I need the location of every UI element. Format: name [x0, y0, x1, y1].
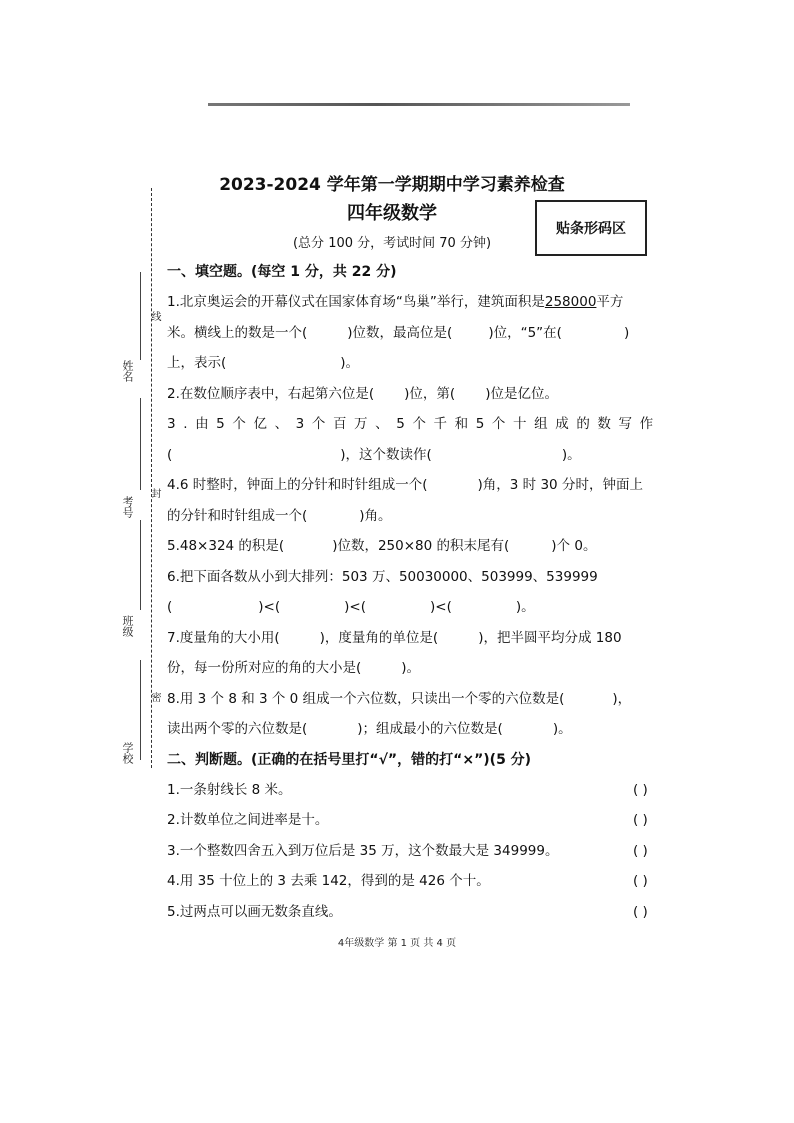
barcode-area — [535, 200, 647, 256]
q4-text: )角。 — [359, 507, 392, 524]
judge-answer-paren[interactable]: ( ) — [633, 903, 648, 920]
judge-answer-paren[interactable]: ( ) — [633, 873, 648, 889]
q1-text: 1.北京奥运会的开幕仪式在国家体育场“鸟巢”举行，建筑面积是 — [167, 294, 545, 310]
judge-statement: 5.过两点可以画无数条直线。 — [167, 903, 342, 920]
binding-dashed-line — [151, 188, 152, 768]
exam-content — [167, 262, 677, 932]
q6-line1: 6.把下面各数从小到大排列：503 万、50030000、503999、539999 — [167, 568, 598, 585]
q3-text: )，这个数读作( — [340, 446, 432, 463]
judge-item — [167, 841, 677, 872]
school-label: 学校 — [121, 742, 134, 764]
q1-text: ) — [623, 324, 630, 341]
q7-text: )，度量角的单位是( — [319, 629, 439, 646]
q8-text: 读出两个零的六位数是( — [167, 721, 308, 737]
section2-heading: 二、判断题。(正确的在括号里打“√”，错的打“×”)(5 分) — [167, 751, 532, 768]
q1-number: 258000 — [544, 294, 597, 310]
q6-line2 — [167, 597, 677, 628]
q8-text: )， — [612, 690, 632, 707]
q4-text: )角，3 时 30 分时，钟面上 — [477, 477, 643, 493]
q3-line2 — [167, 445, 677, 476]
q6-less-than: )<( — [344, 599, 366, 615]
q6-paren: )。 — [515, 599, 535, 615]
page-title: 2023-2024 学年第一学期期中学习素养检查 — [219, 175, 565, 195]
judge-item — [167, 780, 677, 811]
judge-statement: 4.用 35 十位上的 3 去乘 142，得到的是 426 个十。 — [167, 873, 490, 889]
q6-paren: ( — [167, 599, 173, 615]
q8-line2 — [167, 719, 677, 750]
judge-answer-paren[interactable]: ( ) — [633, 781, 648, 798]
q5-text: 5.48×324 的积是( — [167, 538, 285, 554]
q1-line2 — [167, 323, 677, 354]
q1-text: )。 — [340, 355, 360, 371]
judge-answer-paren[interactable]: ( ) — [633, 812, 648, 828]
q1-line1 — [167, 292, 677, 323]
q1-line3 — [167, 353, 677, 384]
q1-text: 米。横线上的数是一个( — [167, 324, 308, 341]
q4-text: 4.6 时整时，钟面上的分针和时针组成一个( — [167, 477, 428, 493]
name-write-line — [140, 272, 141, 360]
q8-line1 — [167, 689, 677, 720]
q1-text-end: 平方 — [596, 294, 624, 310]
seal-xian: 线 — [149, 311, 160, 321]
barcode-label: 贴条形码区 — [556, 221, 626, 237]
judge-item — [167, 902, 677, 933]
q1-text: )位数，最高位是( — [347, 324, 453, 341]
section1-heading: 一、填空题。(每空 1 分，共 22 分) — [167, 264, 397, 280]
school-write-line — [140, 660, 141, 760]
q8-text: 8.用 3 个 8 和 3 个 0 组成一个六位数，只读出一个零的六位数是( — [167, 690, 565, 707]
q7-line1 — [167, 628, 677, 659]
judge-item — [167, 871, 677, 902]
judge-item — [167, 810, 677, 841]
class-write-line — [140, 520, 141, 610]
q3-text: ( — [167, 446, 173, 463]
class-label: 班级 — [121, 615, 134, 637]
q3-text: )。 — [561, 446, 581, 463]
q5-line — [167, 536, 677, 567]
score-info: (总分 100 分，考试时间 70 分钟) — [292, 236, 492, 251]
q4-text: 的分针和时针组成一个( — [167, 507, 308, 524]
page-footer: 4年级数学 第 1 页 共 4 页 — [337, 938, 457, 949]
q4-line2 — [167, 506, 677, 537]
q1-text: 上，表示( — [167, 355, 227, 371]
judge-statement: 3.一个整数四舍五入到万位后是 35 万，这个数最大是 349999。 — [167, 842, 559, 859]
q7-text: )，把半圆平均分成 180 — [478, 629, 622, 646]
q2-text: 2.在数位顺序表中，右起第六位是( — [167, 385, 375, 402]
q7-text: 份，每一份所对应的角的大小是( — [167, 660, 362, 676]
q5-text: )位数，250×80 的积末尾有( — [332, 538, 510, 554]
seal-feng: 封 — [149, 488, 160, 498]
q7-text: )。 — [401, 660, 421, 676]
exam-no-write-line — [140, 398, 141, 490]
exam-no-label: 考号 — [121, 496, 134, 518]
seal-mi: 密 — [149, 692, 160, 702]
q7-text: 7.度量角的大小用( — [167, 629, 280, 646]
judge-answer-paren[interactable]: ( ) — [633, 842, 648, 859]
q2-line — [167, 384, 677, 415]
page-subtitle: 四年级数学 — [347, 203, 437, 224]
q8-text: )。 — [552, 721, 572, 737]
name-label: 姓名 — [121, 360, 134, 382]
q1-text: )位，“5”在( — [488, 324, 562, 341]
top-rule — [208, 103, 630, 106]
q2-text: )位，第( — [404, 385, 456, 402]
q3-line1: 3.由5个亿、3个百万、5个千和5个十组成的数写作 — [167, 416, 661, 432]
judge-statement: 1.一条射线长 8 米。 — [167, 781, 292, 798]
q7-line2 — [167, 658, 677, 689]
q6-less-than: )<( — [430, 599, 452, 615]
q6-less-than: )<( — [258, 599, 281, 615]
q8-text: )；组成最小的六位数是( — [357, 721, 503, 737]
judge-statement: 2.计数单位之间进率是十。 — [167, 812, 329, 828]
q4-line1 — [167, 475, 677, 506]
q2-text: )位是亿位。 — [485, 385, 558, 402]
q5-text: )个 0。 — [551, 538, 597, 554]
